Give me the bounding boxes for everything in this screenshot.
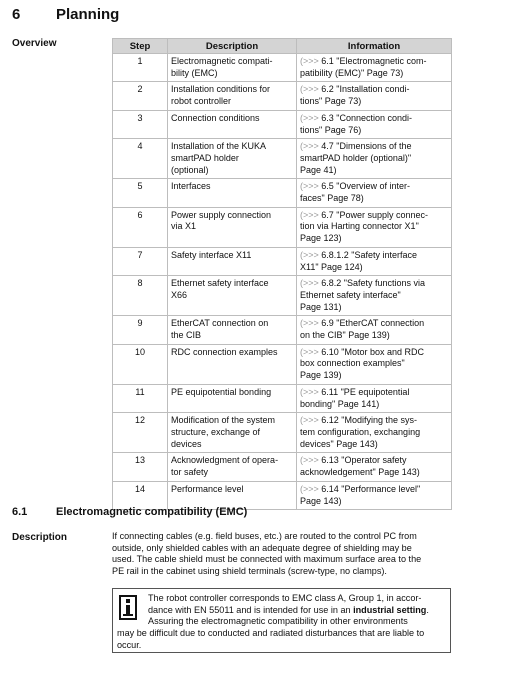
note-line: occur. [117, 639, 142, 650]
step-number: 3 [137, 112, 143, 123]
note-line: The robot controller corresponds to EMC class A, Group 1, in accor- [148, 593, 422, 603]
cross-reference-arrow: (>>> [300, 278, 319, 289]
step-number: 5 [137, 181, 143, 192]
description-text: (optional) [171, 164, 209, 175]
cross-reference-arrow: (>>> [300, 141, 319, 152]
step-cell [113, 139, 168, 179]
information-cell [297, 384, 452, 412]
information-cell [297, 276, 452, 316]
step-number: 1 [137, 56, 143, 66]
description-text: Installation of the KUKA [171, 141, 267, 152]
step-number: 2 [137, 84, 143, 95]
cross-reference-link[interactable]: Ethernet safety interface" [300, 289, 401, 300]
description-cell [168, 110, 297, 138]
description-text: Performance level [171, 483, 244, 494]
description-text: devices [171, 438, 202, 449]
table-row [113, 139, 452, 179]
description-cell [168, 384, 297, 412]
step-cell [113, 110, 168, 138]
step-number: 7 [137, 249, 143, 260]
step-number: 13 [134, 455, 145, 466]
step-cell [113, 276, 168, 316]
cross-reference-link[interactable]: 6.9 "EtherCAT connection [318, 318, 425, 329]
description-line: PE rail in the cabinet using shield terminals (screw-type, no clamps). [112, 566, 387, 577]
description-text: robot controller [171, 96, 232, 107]
description-text: Connection conditions [171, 112, 260, 123]
cross-reference-link[interactable]: Page 41) [300, 164, 337, 175]
table-row [113, 207, 452, 247]
description-text: bility (EMC) [171, 67, 218, 78]
cross-reference-link[interactable]: faces" Page 78) [300, 193, 364, 204]
information-cell [297, 413, 452, 453]
step-number: 11 [135, 386, 145, 397]
planning-steps-table [112, 38, 452, 510]
cross-reference-link[interactable]: tions" Page 76) [300, 124, 362, 135]
description-cell [168, 207, 297, 247]
cross-reference-arrow: (>>> [300, 56, 319, 66]
cross-reference-link[interactable]: 4.7 "Dimensions of the [318, 141, 412, 152]
step-cell [113, 453, 168, 481]
cross-reference-link[interactable]: Page 123) [300, 233, 342, 244]
note-line: . [426, 604, 429, 615]
information-cell [297, 316, 452, 344]
header-step: Step [113, 39, 168, 54]
description-text: PE equipotential bonding [171, 386, 272, 397]
section-title: Electromagnetic compatibility (EMC) [56, 506, 248, 518]
step-number: 8 [137, 278, 143, 289]
note-line: may be difficult due to conducted and radiated disturbances that are liable to [117, 628, 425, 639]
cross-reference-link[interactable]: X11" Page 124) [300, 261, 363, 272]
info-note-box [112, 588, 451, 653]
step-cell [113, 82, 168, 110]
description-line: used. The cable shield must be connected with maximum surface area to the [112, 554, 422, 565]
cross-reference-arrow: (>>> [300, 181, 319, 192]
description-text: structure, exchange of [171, 426, 261, 437]
cross-reference-link[interactable]: on the CIB" Page 139) [300, 330, 390, 341]
information-cell [297, 110, 452, 138]
description-cell [168, 247, 297, 275]
information-cell [297, 82, 452, 110]
description-text: Ethernet safety interface [171, 278, 269, 289]
step-cell [113, 384, 168, 412]
cross-reference-link[interactable]: Page 143) [300, 495, 342, 506]
step-number: 10 [134, 346, 145, 357]
description-text: RDC connection examples [171, 346, 278, 357]
cross-reference-link[interactable]: bonding" Page 141) [300, 398, 380, 409]
description-text: Electromagnetic compati- [171, 56, 273, 66]
note-emphasis: industrial setting [353, 604, 427, 615]
step-cell [113, 54, 168, 82]
step-cell [113, 316, 168, 344]
information-cell [297, 453, 452, 481]
table-row [113, 179, 452, 207]
information-cell [297, 179, 452, 207]
chapter-title: Planning [56, 6, 120, 23]
description-cell [168, 344, 297, 384]
cross-reference-link[interactable]: tion via Harting connector X1" [300, 221, 419, 232]
description-cell [168, 139, 297, 179]
description-label: Description [12, 532, 68, 543]
cross-reference-link[interactable]: Page 131) [300, 301, 342, 312]
cross-reference-link[interactable]: patibility (EMC)" Page 73) [300, 67, 404, 78]
cross-reference-link[interactable]: tions" Page 73) [300, 96, 362, 107]
cross-reference-link[interactable]: 6.8.2 "Safety functions via [318, 278, 426, 289]
cross-reference-link[interactable]: 6.3 "Connection condi- [318, 112, 413, 123]
note-line: dance with EN 55011 and is intended for use in an [148, 604, 354, 615]
step-cell [113, 344, 168, 384]
information-cell [297, 247, 452, 275]
header-information: Information [297, 39, 452, 54]
cross-reference-link[interactable]: 6.7 "Power supply connec- [318, 209, 429, 220]
cross-reference-link[interactable]: 6.13 "Operator safety [318, 455, 407, 466]
table-row [113, 384, 452, 412]
cross-reference-link[interactable]: tem configuration, exchanging [300, 426, 421, 437]
description-text: Interfaces [171, 181, 211, 192]
cross-reference-link[interactable]: 6.5 "Overview of inter- [318, 181, 410, 192]
section-number: 6.1 [12, 506, 28, 518]
cross-reference-link[interactable]: 6.8.1.2 "Safety interface [318, 249, 418, 260]
step-number: 9 [137, 318, 143, 329]
description-text: Modification of the system [171, 415, 276, 426]
cross-reference-link[interactable]: Page 139) [300, 370, 342, 381]
cross-reference-arrow: (>>> [300, 386, 319, 397]
table-row [113, 110, 452, 138]
cross-reference-link[interactable]: acknowledgement" Page 143) [300, 467, 420, 478]
cross-reference-link[interactable]: 6.14 "Performance level" [318, 483, 421, 494]
description-text: via X1 [171, 221, 197, 232]
note-line: Assuring the electromagnetic compatibility in other environments [148, 616, 408, 627]
description-text: Power supply connection [171, 209, 272, 220]
cross-reference-arrow: (>>> [300, 112, 319, 123]
description-text: Acknowledgment of opera- [171, 455, 279, 466]
table-row [113, 344, 452, 384]
cross-reference-link[interactable]: 6.1 "Electromagnetic com- [318, 56, 427, 66]
cross-reference-link[interactable]: 6.2 "Installation condi- [318, 84, 410, 95]
description-cell [168, 276, 297, 316]
cross-reference-link[interactable]: devices" Page 143) [300, 438, 378, 449]
cross-reference-link[interactable]: 6.11 "PE equipotential [318, 386, 410, 397]
description-cell [168, 316, 297, 344]
cross-reference-arrow: (>>> [300, 346, 319, 357]
cross-reference-arrow: (>>> [300, 455, 319, 466]
step-cell [113, 247, 168, 275]
header-description: Description [168, 39, 297, 54]
cross-reference-arrow: (>>> [300, 483, 319, 494]
table-row [113, 54, 452, 82]
cross-reference-arrow: (>>> [300, 415, 319, 426]
cross-reference-link[interactable]: box connection examples" [300, 358, 405, 369]
information-cell [297, 139, 452, 179]
table-row [113, 453, 452, 481]
table-header-row [113, 39, 452, 54]
description-cell [168, 82, 297, 110]
description-text: Installation conditions for [171, 84, 271, 95]
overview-label: Overview [12, 38, 57, 49]
step-cell [113, 207, 168, 247]
description-text: X66 [171, 289, 188, 300]
cross-reference-link[interactable]: 6.12 "Modifying the sys- [318, 415, 418, 426]
description-cell [168, 413, 297, 453]
description-line: If connecting cables (e.g. field buses, etc.) are routed to the control PC from [112, 531, 417, 541]
description-text: smartPAD holder [171, 152, 239, 163]
cross-reference-arrow: (>>> [300, 249, 319, 260]
description-text: the CIB [171, 330, 202, 341]
description-cell [168, 179, 297, 207]
step-cell [113, 179, 168, 207]
description-paragraph [112, 531, 452, 578]
information-cell [297, 344, 452, 384]
chapter-number: 6 [12, 6, 21, 23]
description-text: tor safety [171, 467, 209, 478]
step-number: 12 [134, 415, 145, 426]
information-cell [297, 207, 452, 247]
cross-reference-link[interactable]: smartPAD holder (optional)" [300, 152, 412, 163]
cross-reference-arrow: (>>> [300, 209, 319, 220]
description-text: EtherCAT connection on [171, 318, 269, 329]
information-cell [297, 54, 452, 82]
cross-reference-arrow: (>>> [300, 84, 319, 95]
information-cell [297, 481, 452, 509]
step-number: 4 [137, 141, 143, 152]
cross-reference-link[interactable]: 6.10 "Motor box and RDC [318, 346, 425, 357]
description-cell [168, 54, 297, 82]
description-line: outside, only shielded cables with an adequate degree of shielding may be [112, 542, 412, 553]
table-row [113, 276, 452, 316]
description-cell [168, 453, 297, 481]
step-cell [113, 413, 168, 453]
table-row [113, 413, 452, 453]
table-row [113, 316, 452, 344]
description-text: Safety interface X11 [171, 249, 252, 260]
cross-reference-arrow: (>>> [300, 318, 319, 329]
note-text [117, 593, 447, 652]
table-row [113, 82, 452, 110]
step-number: 6 [137, 209, 143, 220]
step-number: 14 [134, 483, 145, 494]
table-row [113, 247, 452, 275]
